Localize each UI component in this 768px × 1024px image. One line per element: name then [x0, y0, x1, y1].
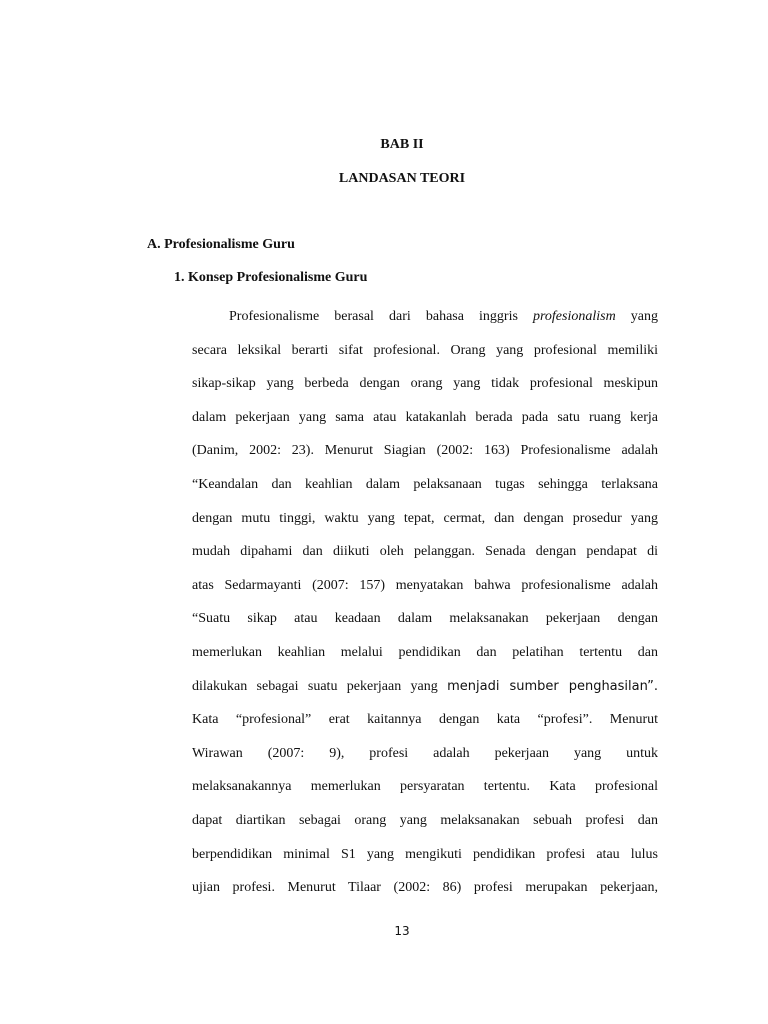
text-segment: menjadi sumber penghasilan”. [447, 678, 658, 694]
text-line: melaksanakannya memerlukan persyaratan tertentu. Kata profesional [192, 779, 658, 795]
page-number: 13 [394, 924, 410, 938]
text-line [192, 670, 658, 704]
text-line: Wirawan (2007: 9), profesi adalah pekerjaan yang untuk [192, 745, 658, 761]
body-paragraph [192, 300, 658, 905]
text-line: “Keandalan dan keahlian dalam pelaksanaan tugas sehingga terlaksana [192, 476, 658, 492]
text-line: (Danim, 2002: 23). Menurut Siagian (2002: 163) Profesionalisme adalah [192, 443, 658, 459]
chapter-title: LANDASAN TEORI [338, 171, 466, 186]
text-segment: yang [615, 309, 658, 324]
text-line: dalam pekerjaan yang sama atau katakanlah berada pada satu ruang kerja [192, 409, 658, 425]
chapter-heading: BAB II [380, 137, 424, 152]
text-line [192, 300, 658, 334]
text-line: dapat diartikan sebagai orang yang melaksanakan sebuah profesi dan [192, 812, 658, 828]
text-line: berpendidikan minimal S1 yang mengikuti pendidikan profesi atau lulus [192, 846, 658, 862]
text-segment: Profesionalisme berasal dari bahasa inggris [229, 309, 533, 324]
text-line: sikap-sikap yang berbeda dengan orang yang tidak profesional meskipun [192, 376, 658, 392]
text-line: mudah dipahami dan diikuti oleh pelanggan. Senada dengan pendapat di [192, 544, 658, 560]
text-line: secara leksikal berarti sifat profesional. Orang yang profesional memiliki [192, 342, 658, 358]
text-line: Kata “profesional” erat kaitannya dengan kata “profesi”. Menurut [192, 712, 658, 728]
text-segment: dilakukan sebagai suatu pekerjaan yang [192, 678, 448, 694]
text-line: ujian profesi. Menurut Tilaar (2002: 86) profesi merupakan pekerjaan, [192, 880, 658, 896]
text-line: dengan mutu tinggi, waktu yang tepat, cermat, dan dengan prosedur yang [192, 510, 658, 526]
subsection-heading: 1. Konsep Profesionalisme Guru [174, 270, 368, 285]
text-line: atas Sedarmayanti (2007: 157) menyatakan bahwa profesionalisme adalah [192, 577, 658, 593]
italic-term: profesionalism [532, 309, 616, 324]
text-line: “Suatu sikap atau keadaan dalam melaksanakan pekerjaan dengan [192, 611, 658, 627]
text-line: memerlukan keahlian melalui pendidikan dan pelatihan tertentu dan [192, 644, 658, 660]
section-heading: A. Profesionalisme Guru [147, 237, 295, 252]
